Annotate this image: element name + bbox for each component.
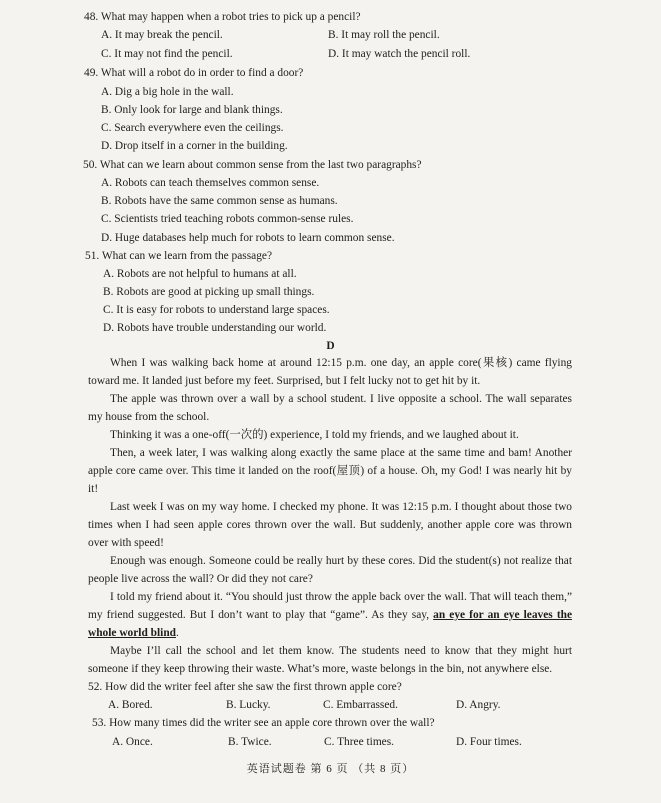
question-53-stem: 53. How many times did the writer see an apple core thrown over the wall? xyxy=(92,717,435,729)
question-49-option-c: C. Search everywhere even the ceilings. xyxy=(101,122,284,134)
question-50-option-c: C. Scientists tried teaching robots common-sense rules. xyxy=(101,213,354,225)
passage-paragraph-3: Thinking it was a one-off(一次的) experience, I told my friends, and we laughed about it. xyxy=(110,429,519,441)
question-52-option-a: A. Bored. xyxy=(108,699,153,711)
question-50-option-b: B. Robots have the same common sense as humans. xyxy=(101,195,338,207)
question-50-option-d: D. Huge databases help much for robots to learn common sense. xyxy=(101,232,395,244)
question-51-stem: 51. What can we learn from the passage? xyxy=(85,250,273,262)
passage-paragraph-7 xyxy=(88,588,572,642)
question-51-option-c: C. It is easy for robots to understand large spaces. xyxy=(103,304,330,316)
paragraph-7-text: I told my friend about it. “You should just throw the apple back over the wall. That will teach them,” my friend suggested. But I don’t want to play that “game”. As they say, xyxy=(88,591,572,621)
page-footer: 英语试题卷 第 6 页 （共 8 页） xyxy=(246,763,415,775)
question-48-stem: 48. What may happen when a robot tries to pick up a pencil? xyxy=(84,11,361,23)
passage-paragraph-5: Last week I was on my way home. I checked my phone. It was 12:15 p.m. I thought about those two times when I had seen apple cores thrown over the wall. But suddenly, another apple core was thrown over with speed! xyxy=(88,501,572,549)
passage-paragraph-6: Enough was enough. Someone could be really hurt by these cores. Did the student(s) not realize that people live across the wall? Or did they not care? xyxy=(88,555,572,585)
question-51-option-d: D. Robots have trouble understanding our world. xyxy=(103,322,327,334)
passage-paragraph-4: Then, a week later, I was walking along exactly the same place at the same time and bam! Another apple core came over. This time it landed on the roof(屋顶) of a house. Oh, my God! I was nearly hit by it! xyxy=(88,447,572,495)
question-48-option-d: D. It may watch the pencil roll. xyxy=(328,48,471,60)
question-49-stem: 49. What will a robot do in order to find a door? xyxy=(84,67,304,79)
question-50-stem: 50. What can we learn about common sense from the last two paragraphs? xyxy=(83,159,422,171)
question-49-option-a: A. Dig a big hole in the wall. xyxy=(101,86,234,98)
question-48-option-b: B. It may roll the pencil. xyxy=(328,29,440,41)
question-48-option-c: C. It may not find the pencil. xyxy=(101,48,233,60)
question-52-option-d: D. Angry. xyxy=(456,699,501,711)
question-52-option-c: C. Embarrassed. xyxy=(323,699,398,711)
passage-paragraph-2: The apple was thrown over a wall by a school student. I live opposite a school. The wall separates my house from the school. xyxy=(88,393,572,423)
question-53-option-a: A. Once. xyxy=(112,736,153,748)
section-heading: D xyxy=(326,340,335,352)
question-51-option-a: A. Robots are not helpful to humans at all. xyxy=(103,268,297,280)
question-53-option-c: C. Three times. xyxy=(324,736,395,748)
question-48-option-a: A. It may break the pencil. xyxy=(101,29,223,41)
question-52-option-b: B. Lucky. xyxy=(226,699,271,711)
underlined-saying: an eye for an eye leaves the whole world blind xyxy=(88,609,573,639)
passage-paragraph-8: Maybe I’ll call the school and let them know. The students need to know that they might hurt someone if they keep throwing their waste. What’s more, waste belongs in the bin, not anywhere else. xyxy=(88,645,572,675)
paragraph-7-end: . xyxy=(175,627,179,639)
question-49-option-b: B. Only look for large and blank things. xyxy=(101,104,283,116)
question-51-option-b: B. Robots are good at picking up small things. xyxy=(103,286,315,298)
question-53-option-b: B. Twice. xyxy=(228,736,272,748)
passage-paragraph-1: When I was walking back home at around 12:15 p.m. one day, an apple core(果核) came flying toward me. It landed just before my feet. Surprised, but I felt lucky not to get hit by it. xyxy=(88,357,572,387)
question-53-option-d: D. Four times. xyxy=(456,736,522,748)
question-49-option-d: D. Drop itself in a corner in the building. xyxy=(101,140,288,152)
question-50-option-a: A. Robots can teach themselves common sense. xyxy=(101,177,320,189)
question-52-stem: 52. How did the writer feel after she saw the first thrown apple core? xyxy=(88,681,402,693)
